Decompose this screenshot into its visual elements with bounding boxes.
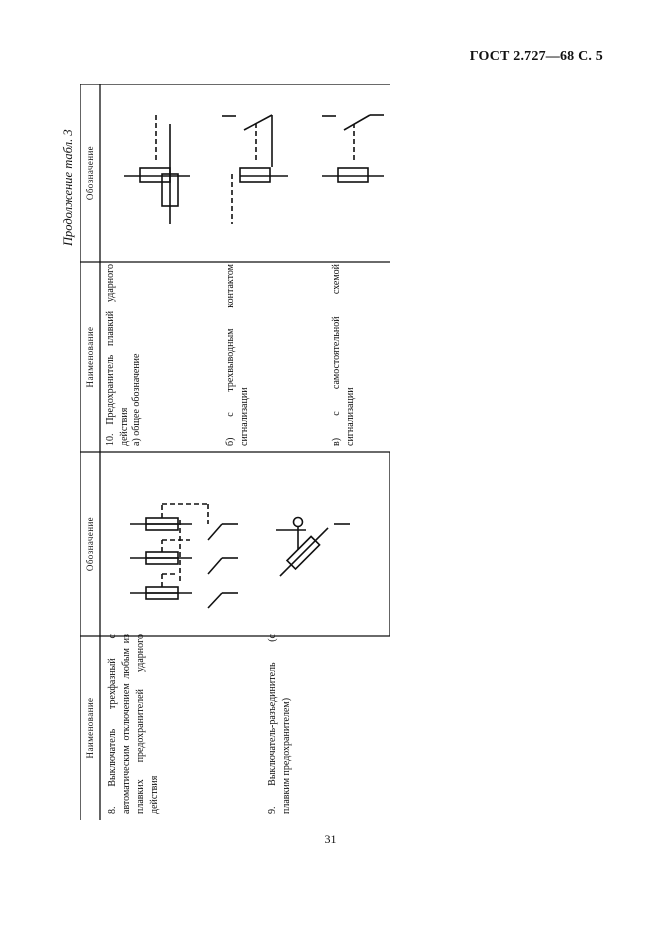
column-header-symbol-right: Обозначение [85,145,95,201]
column-header-name-right: Наименование [85,326,95,388]
symbol-striker-fuse-general [162,124,232,224]
page-number: 31 [324,832,337,846]
symbols-table [80,84,390,820]
row-10a-name: а) общее обозначение [131,353,142,446]
symbol-three-phase-switch [130,504,238,608]
symbol-switch-disconnector-fuse [276,518,350,581]
row-10b-name: б) с трехвыводным контактом сигнализации [225,264,250,446]
table-continuation-caption: Продолжение табл. 3 [61,129,75,246]
row-10-title: 10. Предохранитель плавкий ударного действия [105,264,130,446]
column-header-symbol-left: Обозначение [85,516,95,572]
row-9-name: 9. Выключатель-разъединитель (с плавким предохранителем) [267,634,292,814]
column-header-name-left: Наименование [85,697,95,759]
table-continuation-caption-area [58,76,78,246]
document-reference: ГОСТ 2.727—68 С. 5 [469,49,603,64]
row-10c-name: в) с самостоятельной схемой сигнализации [331,264,356,446]
row-8-name: 8. Выключатель трехфазный с автоматическим отключением любым из плавких предохранителей ударного действия [107,634,160,814]
